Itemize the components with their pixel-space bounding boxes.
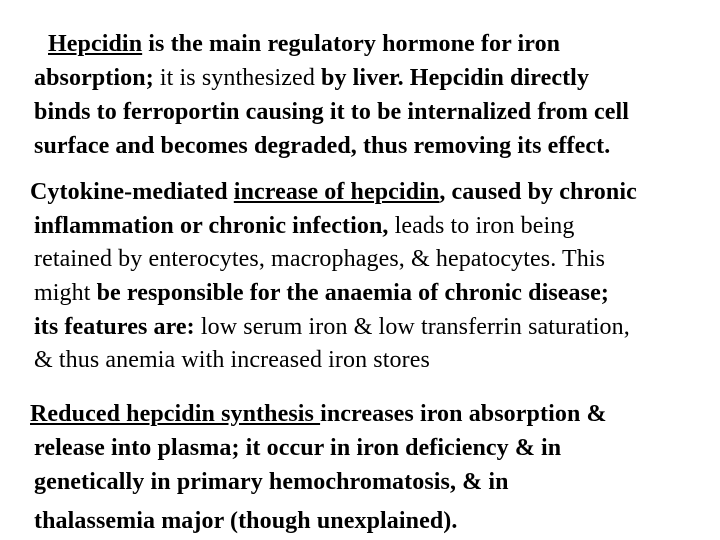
reduced-hepcidin-synthesis-term: Reduced hepcidin synthesis	[30, 401, 321, 427]
para1-line3: binds to ferroportin causing it to be internalized from cell	[34, 99, 630, 125]
para2-line4-bold: be responsible for the anaemia of chronic disease;	[96, 280, 609, 306]
para3-line4: thalassemia major (though unexplained).	[34, 508, 458, 534]
features-label: its features are:	[34, 314, 195, 340]
para2-line2	[34, 210, 574, 242]
para1-line1-text: is the main regulatory hormone for iron	[142, 31, 561, 57]
para1-line2-bold-b: by liver. Hepcidin directly	[321, 65, 590, 91]
para2-line1-a: Cytokine-mediated	[30, 179, 234, 205]
hepcidin-term: Hepcidin	[48, 31, 143, 57]
para2-line1-c: , caused by chronic	[439, 179, 637, 205]
para2-line1	[30, 176, 637, 208]
para2-line6: & thus anemia with increased iron stores	[34, 347, 430, 373]
para2-line5-normal: low serum iron & low transferrin saturation,	[194, 314, 630, 340]
para1-line2	[34, 62, 589, 94]
para3-line1-text: increases iron absorption &	[320, 401, 607, 427]
increase-of-hepcidin-term: increase of hepcidin	[233, 179, 440, 205]
para3-line1	[30, 398, 607, 430]
para1-line1	[48, 28, 560, 60]
para2-line3: retained by enterocytes, macrophages, & hepatocytes. This	[34, 246, 606, 272]
para1-line2-bold-a: absorption;	[34, 65, 154, 91]
para2-line4-normal: might	[34, 280, 97, 306]
para1-line4: surface and becomes degraded, thus removing its effect.	[34, 133, 611, 159]
para2-line5	[34, 311, 630, 343]
para2-line4	[34, 277, 609, 309]
para1-line2-normal: it is synthesized	[153, 65, 322, 91]
para3-line2: release into plasma; it occur in iron deficiency & in	[34, 435, 562, 461]
para2-line2-bold: inflammation or chronic infection,	[34, 213, 389, 239]
para2-line2-normal: leads to iron being	[388, 213, 575, 239]
para3-line3: genetically in primary hemochromatosis, & in	[34, 469, 509, 495]
